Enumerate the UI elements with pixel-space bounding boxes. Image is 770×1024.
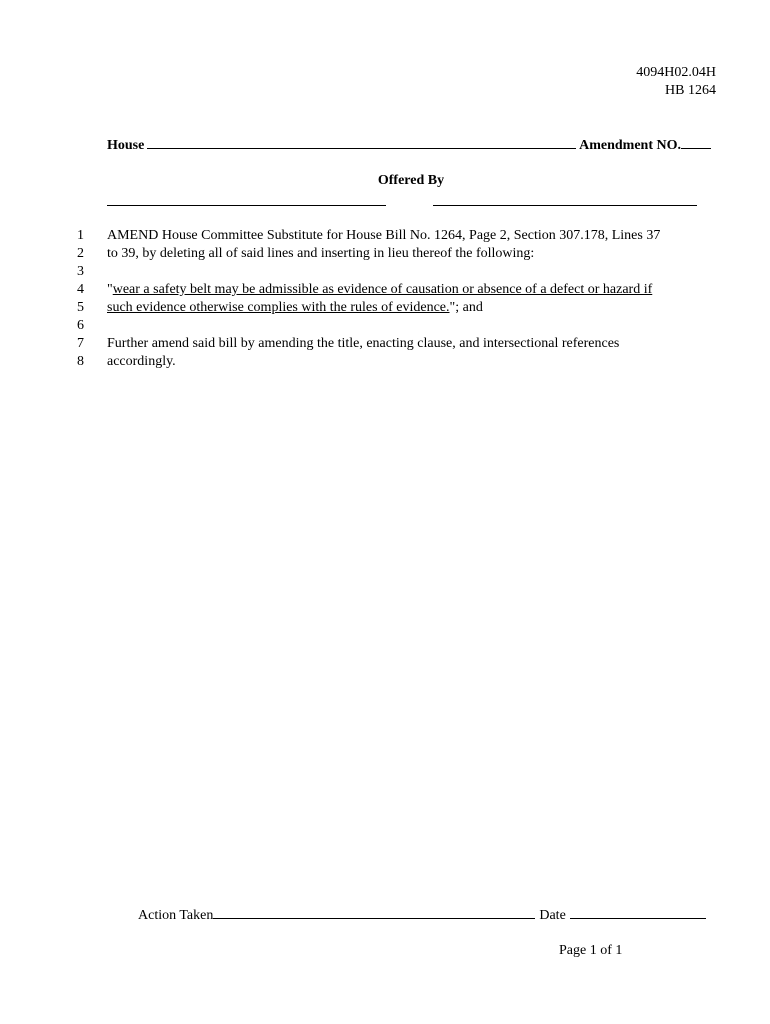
line-number: 6 xyxy=(77,318,84,333)
amendment-number-blank xyxy=(681,136,711,149)
line-text xyxy=(107,227,660,245)
house-label: House xyxy=(107,138,145,153)
line-number: 3 xyxy=(77,264,84,279)
date-label: Date xyxy=(539,908,566,923)
offered-by-heading: Offered By xyxy=(377,173,445,188)
line-text-segment: to 39, by deleting all of said lines and inserting in lieu thereof the following: xyxy=(107,246,535,261)
text-line xyxy=(0,335,770,353)
date-blank-line xyxy=(570,906,706,919)
action-taken-row xyxy=(138,906,706,924)
text-line xyxy=(0,227,770,245)
line-text xyxy=(107,245,534,263)
line-text-segment: "; and xyxy=(449,300,483,315)
line-text xyxy=(107,299,483,317)
action-taken-label: Action Taken xyxy=(138,908,214,923)
line-number: 4 xyxy=(77,282,84,297)
amendment-number-label: Amendment NO. xyxy=(579,138,681,153)
page-number: Page 1 of 1 xyxy=(559,943,623,958)
action-taken-blank-line xyxy=(213,906,535,919)
text-line xyxy=(0,245,770,263)
text-line xyxy=(0,299,770,317)
line-number: 1 xyxy=(77,228,84,243)
line-number: 8 xyxy=(77,354,84,369)
offered-by-signature-line-right xyxy=(433,205,697,206)
document-code: 4094H02.04H xyxy=(636,65,716,80)
text-line xyxy=(0,353,770,371)
text-line xyxy=(0,281,770,299)
line-text xyxy=(107,335,619,353)
line-text xyxy=(107,281,652,299)
offered-by-signature-line-left xyxy=(107,205,386,206)
line-text-segment: Further amend said bill by amending the title, enacting clause, and intersectional references xyxy=(107,336,620,351)
line-text xyxy=(107,353,176,371)
text-line xyxy=(0,317,770,335)
line-number: 7 xyxy=(77,336,84,351)
line-text-segment: " xyxy=(107,282,113,297)
line-text-segment: accordingly. xyxy=(107,354,176,369)
house-blank-line xyxy=(147,136,576,149)
bill-number: HB 1264 xyxy=(665,83,716,98)
line-text-segment: AMEND House Committee Substitute for House Bill No. 1264, Page 2, Section 307.178, Lines 37 xyxy=(107,228,661,243)
inserted-text: wear a safety belt may be admissible as evidence of causation or absence of a defect or hazard if xyxy=(112,282,653,297)
line-number: 2 xyxy=(77,246,84,261)
text-line xyxy=(0,263,770,281)
document-id-block xyxy=(636,64,716,100)
amendment-header-line xyxy=(107,136,711,154)
line-number: 5 xyxy=(77,300,84,315)
inserted-text: such evidence otherwise complies with the rules of evidence. xyxy=(107,300,450,315)
